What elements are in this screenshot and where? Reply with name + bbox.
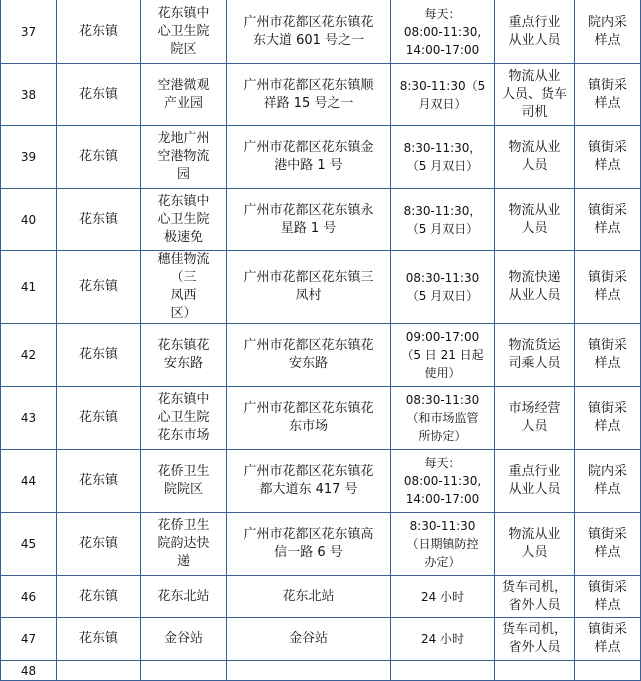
- target-group-line: 物流从业: [508, 202, 561, 218]
- service-hours-line: 8:30-11:30，: [403, 203, 482, 218]
- site-type-cell: [575, 618, 641, 661]
- table-row: [1, 324, 641, 387]
- site-type-line: 镇街采: [587, 338, 627, 353]
- table-row: [1, 189, 641, 251]
- site-address-cell: [227, 189, 391, 251]
- site-name-cell: [141, 324, 227, 387]
- service-hours-line: 使用）: [424, 366, 461, 380]
- town-name-text: 花东镇: [78, 211, 118, 227]
- site-address-cell: [227, 618, 391, 661]
- site-name-cell: [141, 64, 227, 126]
- site-name-line: 花东镇中: [157, 5, 210, 21]
- site-name-line: 花东镇中: [157, 193, 210, 209]
- service-hours-line: 每天：: [424, 456, 461, 470]
- target-group-line: 货车司机，: [501, 622, 567, 637]
- town-name-text: 花东镇: [78, 410, 118, 425]
- site-type-line: 镇街采: [587, 527, 627, 542]
- town-name-text: 花东镇: [78, 588, 118, 604]
- site-number-text: 48: [20, 663, 37, 678]
- target-group-cell: [495, 618, 575, 661]
- service-hours-line: （和市场监管: [406, 411, 479, 425]
- site-type-line: 镇街采: [587, 622, 627, 637]
- site-address-line: 东大道 601 号之一: [252, 32, 365, 48]
- town-name-cell: [57, 450, 141, 513]
- service-hours-line: 所协定）: [418, 429, 467, 443]
- site-number-cell: [1, 251, 57, 324]
- town-name-cell: [57, 64, 141, 126]
- site-name-cell: [141, 189, 227, 251]
- site-number-cell: [1, 324, 57, 387]
- target-group-cell: [495, 387, 575, 450]
- town-name-text: 花东镇: [78, 23, 118, 39]
- target-group-line: 人员: [521, 220, 548, 236]
- site-address-line: 广州市花都区花东镇顺: [243, 77, 374, 93]
- site-type-cell: [575, 324, 641, 387]
- site-name-cell: [141, 0, 227, 64]
- service-hours-line: 14:00-17:00: [405, 492, 480, 506]
- site-address-cell: [227, 251, 391, 324]
- site-type-line: 样点: [594, 220, 621, 236]
- site-type-cell: [575, 513, 641, 576]
- site-type-cell: [575, 251, 641, 324]
- target-group-line: 省外人员: [508, 640, 561, 655]
- town-name-cell: [57, 661, 141, 681]
- site-address-cell: [227, 387, 391, 450]
- site-type-cell: [575, 387, 641, 450]
- site-name-cell: [141, 513, 227, 576]
- table-row: [1, 513, 641, 576]
- site-name-line: 花东镇中: [157, 392, 210, 407]
- table-body: [1, 0, 641, 681]
- town-name-cell: [57, 387, 141, 450]
- service-hours-line: 08:00-11:30,: [403, 24, 482, 39]
- target-group-cell: [495, 513, 575, 576]
- target-group-line: 物流货运: [508, 338, 561, 353]
- target-group-line: 重点行业: [508, 14, 561, 30]
- site-number-cell: [1, 64, 57, 126]
- site-name-cell: [141, 450, 227, 513]
- service-hours-line: 8:30-11:30，: [403, 141, 482, 155]
- site-type-cell: [575, 0, 641, 64]
- service-hours-line: 每天：: [424, 6, 461, 21]
- site-name-line: 极速免: [163, 229, 203, 245]
- town-name-text: 花东镇: [78, 536, 118, 551]
- site-name-line: 花东市场: [157, 428, 210, 443]
- site-number-cell: [1, 618, 57, 661]
- target-group-cell: [495, 64, 575, 126]
- town-name-cell: [57, 0, 141, 64]
- table-row: [1, 661, 641, 681]
- site-name-line: 院区: [170, 41, 197, 57]
- site-address-cell: [227, 661, 391, 681]
- target-group-cell: [495, 576, 575, 618]
- target-group-line: 司机: [521, 104, 548, 120]
- site-name-line: 心卫生院: [157, 23, 210, 39]
- site-address-line: 港中路 1 号: [274, 158, 343, 173]
- town-name-text: 花东镇: [78, 347, 118, 362]
- site-number-cell: [1, 126, 57, 189]
- site-name-line: 产业园: [163, 95, 203, 111]
- site-number-cell: [1, 513, 57, 576]
- service-hours-line: （日期镇防控: [406, 537, 479, 551]
- target-group-cell: [495, 0, 575, 64]
- service-hours-line: （5 月双日）: [406, 221, 479, 236]
- town-name-cell: [57, 576, 141, 618]
- service-hours-line: 24 小时: [420, 632, 465, 646]
- site-name-cell: [141, 618, 227, 661]
- site-type-line: 院内采: [587, 464, 627, 479]
- site-address-line: 金谷站: [288, 631, 328, 646]
- site-type-line: 样点: [594, 597, 621, 613]
- site-type-line: 镇街采: [587, 140, 627, 155]
- site-address-line: 广州市花都区花东镇花: [243, 464, 374, 479]
- service-hours-cell: [391, 513, 495, 576]
- town-name-cell: [57, 126, 141, 189]
- site-number-text: 44: [20, 474, 37, 488]
- site-address-line: 广州市花都区花东镇金: [243, 140, 374, 155]
- target-group-cell: [495, 661, 575, 681]
- site-type-line: 样点: [594, 158, 621, 173]
- site-type-line: 镇街采: [587, 579, 627, 595]
- site-address-line: 星路 1 号: [280, 220, 337, 236]
- site-name-line: 院院区: [163, 482, 203, 497]
- service-hours-cell: [391, 387, 495, 450]
- town-name-text: 花东镇: [78, 86, 118, 102]
- table-row: [1, 251, 641, 324]
- target-group-line: 重点行业: [508, 464, 561, 479]
- site-type-line: 镇街采: [587, 77, 627, 93]
- site-number-text: 47: [20, 632, 37, 646]
- site-name-line: 龙地广州: [157, 131, 210, 146]
- town-name-text: 花东镇: [78, 279, 118, 294]
- site-address-line: 花东北站: [282, 588, 335, 604]
- town-name-cell: [57, 324, 141, 387]
- service-hours-line: （5 月双日）: [406, 159, 479, 173]
- town-name-text: 花东镇: [78, 631, 118, 646]
- target-group-line: 司乘人员: [508, 356, 561, 371]
- site-address-line: 凤村: [295, 288, 322, 303]
- site-address-cell: [227, 324, 391, 387]
- service-hours-cell: [391, 618, 495, 661]
- town-name-cell: [57, 618, 141, 661]
- table-row: [1, 387, 641, 450]
- site-address-line: 信一路 6 号: [274, 545, 343, 560]
- service-hours-cell: [391, 126, 495, 189]
- site-type-cell: [575, 126, 641, 189]
- table-row: [1, 0, 641, 64]
- service-hours-cell: [391, 0, 495, 64]
- service-hours-line: 月双日）: [418, 96, 467, 111]
- table-row: [1, 450, 641, 513]
- site-name-line: 花侨卫生: [157, 464, 210, 479]
- town-name-cell: [57, 251, 141, 324]
- site-type-line: 样点: [594, 356, 621, 371]
- target-group-cell: [495, 450, 575, 513]
- site-address-cell: [227, 513, 391, 576]
- site-name-line: （三: [170, 270, 197, 285]
- site-type-cell: [575, 661, 641, 681]
- service-hours-line: 09:00-17:00: [405, 330, 480, 344]
- site-number-text: 45: [20, 537, 37, 551]
- site-type-line: 院内采: [587, 14, 627, 30]
- service-hours-line: 24 小时: [420, 589, 465, 604]
- service-hours-line: （5 日 21 日起: [401, 348, 484, 362]
- site-name-cell: [141, 126, 227, 189]
- site-type-cell: [575, 576, 641, 618]
- site-number-text: 46: [20, 589, 37, 604]
- service-hours-line: 08:30-11:30: [405, 271, 480, 285]
- site-number-cell: [1, 387, 57, 450]
- site-name-line: 心卫生院: [157, 410, 210, 425]
- site-address-line: 广州市花都区花东镇永: [243, 202, 374, 218]
- site-type-line: 镇街采: [587, 401, 627, 416]
- target-group-cell: [495, 189, 575, 251]
- site-name-line: 院韵达快: [157, 536, 210, 551]
- site-address-cell: [227, 64, 391, 126]
- town-name-text: 花东镇: [78, 473, 118, 488]
- table-row: [1, 126, 641, 189]
- service-hours-cell: [391, 251, 495, 324]
- target-group-line: 人员、货车: [501, 86, 567, 102]
- site-name-cell: [141, 251, 227, 324]
- table-row: [1, 64, 641, 126]
- target-group-line: 物流从业: [508, 527, 561, 542]
- service-hours-cell: [391, 576, 495, 618]
- site-address-line: 祥路 15 号之一: [263, 95, 354, 111]
- site-name-line: 园: [176, 167, 190, 182]
- service-hours-cell: [391, 661, 495, 681]
- site-type-line: 样点: [594, 288, 621, 303]
- target-group-line: 从业人员: [508, 288, 561, 303]
- service-hours-cell: [391, 450, 495, 513]
- site-type-line: 样点: [594, 32, 621, 48]
- site-type-line: 镇街采: [587, 202, 627, 218]
- target-group-cell: [495, 324, 575, 387]
- site-type-line: 样点: [594, 545, 621, 560]
- site-address-line: 都大道东 417 号: [259, 482, 358, 497]
- site-number-cell: [1, 189, 57, 251]
- site-number-text: 37: [20, 24, 37, 39]
- site-address-line: 广州市花都区花东镇花: [243, 14, 374, 30]
- target-group-cell: [495, 251, 575, 324]
- table-row: [1, 618, 641, 661]
- site-type-cell: [575, 64, 641, 126]
- site-address-cell: [227, 126, 391, 189]
- target-group-cell: [495, 126, 575, 189]
- service-hours-line: 8:30-11:30（5: [399, 78, 486, 93]
- site-address-line: 安东路: [288, 356, 328, 371]
- site-type-line: 样点: [594, 640, 621, 655]
- site-number-text: 40: [20, 212, 37, 227]
- service-hours-line: 14:00-17:00: [405, 42, 480, 57]
- service-hours-line: 08:30-11:30: [405, 393, 480, 407]
- site-number-text: 42: [20, 348, 37, 362]
- site-address-line: 广州市花都区花东镇花: [243, 401, 374, 416]
- site-name-line: 空港物流: [157, 149, 210, 164]
- target-group-line: 人员: [521, 419, 548, 434]
- site-number-text: 38: [20, 87, 37, 102]
- site-address-line: 广州市花都区花东镇花: [243, 338, 374, 353]
- service-hours-cell: [391, 324, 495, 387]
- site-name-line: 金谷站: [163, 631, 203, 646]
- service-hours-cell: [391, 64, 495, 126]
- site-type-line: 镇街采: [587, 270, 627, 285]
- site-address-line: 广州市花都区花东镇高: [243, 527, 374, 542]
- site-name-line: 花东镇花: [157, 338, 210, 353]
- site-name-line: 安东路: [163, 356, 203, 371]
- site-number-text: 43: [20, 411, 37, 425]
- site-name-line: 凤西: [170, 288, 197, 303]
- table-row: [1, 576, 641, 618]
- site-name-line: 空港微观: [157, 77, 210, 93]
- site-address-cell: [227, 0, 391, 64]
- service-hours-line: 08:00-11:30,: [403, 474, 482, 488]
- site-address-line: 广州市花都区花东镇三: [243, 270, 374, 285]
- site-number-cell: [1, 661, 57, 681]
- site-name-line: 递: [176, 554, 190, 569]
- target-group-line: 货车司机，: [501, 579, 567, 595]
- site-name-cell: [141, 661, 227, 681]
- site-address-cell: [227, 576, 391, 618]
- site-address-line: 东市场: [288, 419, 328, 434]
- service-hours-line: 办定）: [424, 555, 461, 569]
- site-number-cell: [1, 576, 57, 618]
- site-type-cell: [575, 189, 641, 251]
- service-hours-cell: [391, 189, 495, 251]
- site-type-line: 样点: [594, 95, 621, 111]
- target-group-line: 从业人员: [508, 482, 561, 497]
- target-group-line: 人员: [521, 545, 548, 560]
- target-group-line: 人员: [521, 158, 548, 173]
- town-name-text: 花东镇: [78, 149, 118, 164]
- site-number-text: 39: [20, 150, 37, 164]
- site-name-cell: [141, 576, 227, 618]
- site-name-line: 花东北站: [157, 588, 210, 604]
- site-name-line: 心卫生院: [157, 211, 210, 227]
- town-name-cell: [57, 189, 141, 251]
- target-group-line: 市场经营: [508, 401, 561, 416]
- site-type-line: 样点: [594, 419, 621, 434]
- service-hours-line: （5 月双日）: [406, 289, 479, 303]
- site-number-text: 41: [20, 280, 37, 294]
- site-name-cell: [141, 387, 227, 450]
- service-hours-line: 8:30-11:30: [409, 519, 476, 533]
- site-name-line: 穗佳物流: [157, 252, 210, 267]
- site-number-cell: [1, 0, 57, 64]
- target-group-line: 物流从业: [508, 140, 561, 155]
- town-name-cell: [57, 513, 141, 576]
- site-address-cell: [227, 450, 391, 513]
- site-number-cell: [1, 450, 57, 513]
- site-name-line: 花侨卫生: [157, 518, 210, 533]
- site-type-line: 样点: [594, 482, 621, 497]
- target-group-line: 从业人员: [508, 32, 561, 48]
- site-name-line: 区）: [170, 306, 197, 321]
- site-type-cell: [575, 450, 641, 513]
- target-group-line: 物流从业: [508, 68, 561, 84]
- target-group-line: 省外人员: [508, 597, 561, 613]
- target-group-line: 物流快递: [508, 270, 561, 285]
